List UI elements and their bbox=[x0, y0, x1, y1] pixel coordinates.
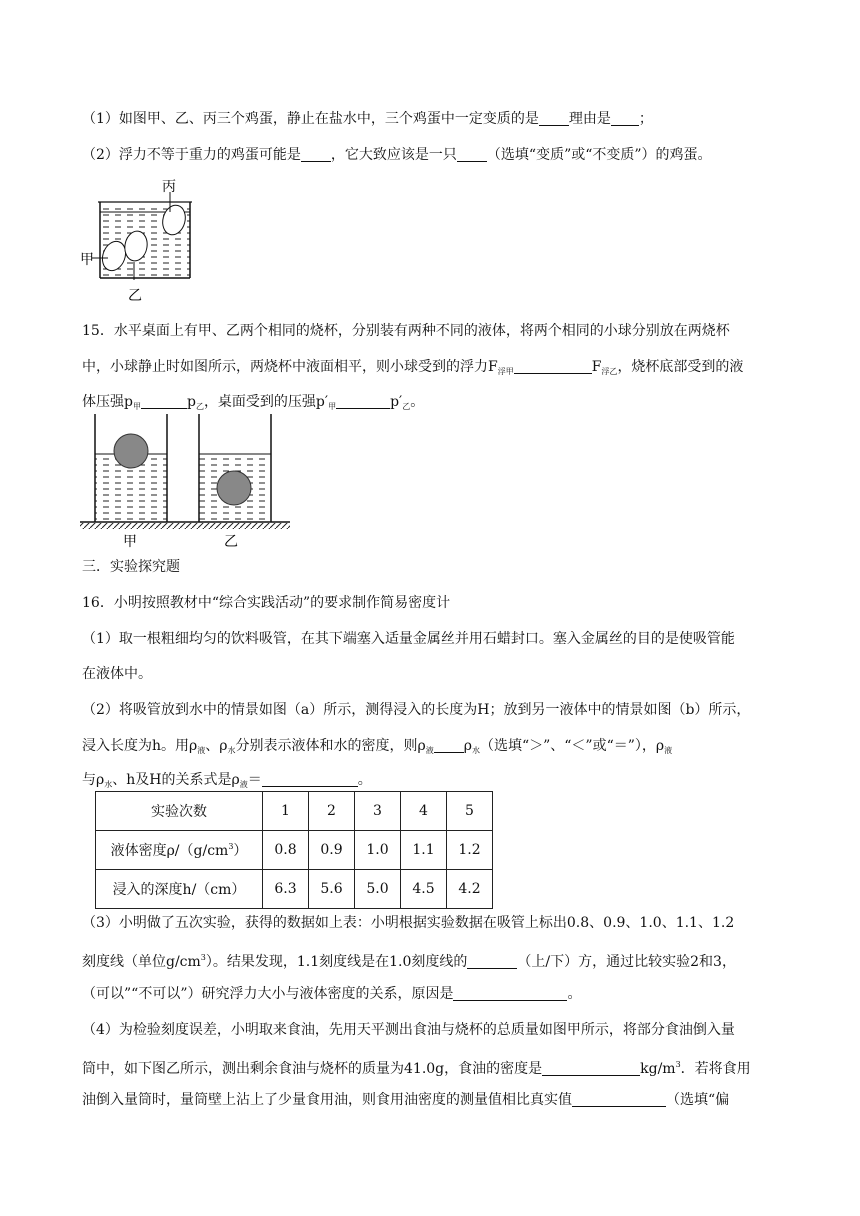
q15-line2: 中，小球静止时如图所示，两烧杯中液面相平，则小球受到的浮力$F_{浮甲}$ $F_{浮乙}$，烧杯底部受到的液 bbox=[82, 359, 744, 376]
table-row bbox=[96, 792, 493, 831]
label-jia: 甲 bbox=[123, 534, 137, 550]
q16-part4-line3: 油倒入量筒时，量筒壁上沾上了少量食用油，则食用油密度的测量值相比真实值 （选填“偏 bbox=[82, 1092, 730, 1108]
q16-part1-line2: 在液体中。 bbox=[82, 666, 152, 682]
table-cell: 4.2 bbox=[447, 870, 493, 909]
q16-part3-line1: （3）小明做了五次实验，获得的数据如上表：小明根据实验数据在吸管上标出0.8、0.9、1.0、1.1、1.2 bbox=[82, 915, 735, 931]
table-cell: 4.5 bbox=[401, 870, 447, 909]
table-cell: 0.8 bbox=[263, 831, 309, 870]
table-row bbox=[96, 831, 493, 870]
q16-part3-line3: （可以”“不可以”）研究浮力大小与液体密度的关系，原因是 。 bbox=[82, 986, 582, 1002]
table-cell: 1 bbox=[263, 792, 309, 831]
q15-line3: 体压强$p_甲$ $p_乙$，桌面受到的压强$p'_甲$ $p'_乙$。 bbox=[82, 394, 425, 411]
label-yi: 乙 bbox=[128, 288, 142, 304]
q16-part2-line3: 与$\rho_水$、h及H的关系式是$\rho_液=$ 。 bbox=[82, 772, 372, 789]
answer-blank[interactable] bbox=[453, 986, 567, 1001]
section-title: 三．实验探究题 bbox=[82, 559, 180, 575]
answer-blank[interactable] bbox=[542, 1061, 640, 1076]
table-cell: 4 bbox=[401, 792, 447, 831]
q16-part4-line2: 筒中，如下图乙所示，测出剩余食油与烧杯的质量为41.0g，食油的密度是 $kg/m^3$．若将食用 bbox=[82, 1060, 751, 1077]
answer-blank[interactable] bbox=[262, 772, 358, 787]
answer-blank[interactable] bbox=[434, 738, 464, 753]
table-cell: 5 bbox=[447, 792, 493, 831]
table-cell: 1.0 bbox=[355, 831, 401, 870]
answer-blank[interactable] bbox=[467, 954, 517, 969]
q15-line1: 15．水平桌面上有甲、乙两个相同的烧杯，分别装有两种不同的液体，将两个相同的小球分别放在两烧杯 bbox=[82, 323, 730, 339]
answer-blank[interactable] bbox=[301, 147, 331, 162]
q16-part2-line1: （2）将吸管放到水中的情景如图（a）所示，测得浸入的长度为H；放到另一液体中的情景如图（b）所示， bbox=[82, 702, 751, 718]
q16-part3-line2: 刻度线（单位$g/cm^3$）。结果发现，1.1刻度线是在1.0刻度线的 （上/下）方，通过比较实验2和3， bbox=[82, 953, 736, 970]
answer-blank[interactable] bbox=[514, 359, 592, 374]
table-row bbox=[96, 870, 493, 909]
table-cell: 液体密度$\rho/(g/cm^3)$ bbox=[96, 831, 263, 870]
q16-title: 16．小明按照教材中“综合实践活动”的要求制作简易密度计 bbox=[82, 595, 451, 611]
beakers-figure bbox=[78, 414, 298, 550]
label-jia: 甲 bbox=[80, 252, 94, 268]
q14-part2: （2）浮力不等于重力的鸡蛋可能是 ，它大致应该是一只 （选填“变质”或“不变质”）的鸡蛋。 bbox=[82, 147, 712, 163]
table-cell: 0.9 bbox=[309, 831, 355, 870]
table-cell: 1.2 bbox=[447, 831, 493, 870]
data-table bbox=[95, 791, 493, 909]
q16-part4-line1: （4）为检验刻度误差，小明取来食油，先用天平测出食油与烧杯的总质量如图甲所示，将部分食油倒入量 bbox=[82, 1022, 735, 1038]
q16-part1-line1: （1）取一根粗细均匀的饮料吸管，在其下端塞入适量金属丝并用石蜡封口。塞入金属丝的目的是使吸管能 bbox=[82, 631, 735, 647]
table-cell: 5.0 bbox=[355, 870, 401, 909]
answer-blank[interactable] bbox=[572, 1092, 666, 1107]
q14-part1: （1）如图甲、乙、丙三个鸡蛋，静止在盐水中，三个鸡蛋中一定变质的是 理由是 ； bbox=[82, 111, 653, 127]
answer-blank[interactable] bbox=[457, 147, 487, 162]
table-cell: 实验次数 bbox=[96, 792, 263, 831]
answer-blank[interactable] bbox=[336, 394, 390, 409]
eggs-figure bbox=[78, 176, 198, 304]
answer-blank[interactable] bbox=[611, 111, 639, 126]
table-cell: 6.3 bbox=[263, 870, 309, 909]
answer-blank[interactable] bbox=[539, 111, 569, 126]
q16-part2-line2: 浸入长度为h。用$\rho_液$、$\rho_水$分别表示液体和水的密度，则$\rho_液$ $\rho_水$（选填“＞”、“＜”或“＝”），$\rho_液$ bbox=[82, 738, 673, 755]
table-cell: 浸入的深度h/（cm） bbox=[96, 870, 263, 909]
label-yi: 乙 bbox=[224, 534, 238, 550]
label-bing: 丙 bbox=[162, 179, 176, 195]
table-cell: 5.6 bbox=[309, 870, 355, 909]
answer-blank[interactable] bbox=[141, 394, 187, 409]
table-cell: 2 bbox=[309, 792, 355, 831]
table-cell: 3 bbox=[355, 792, 401, 831]
table-cell: 1.1 bbox=[401, 831, 447, 870]
